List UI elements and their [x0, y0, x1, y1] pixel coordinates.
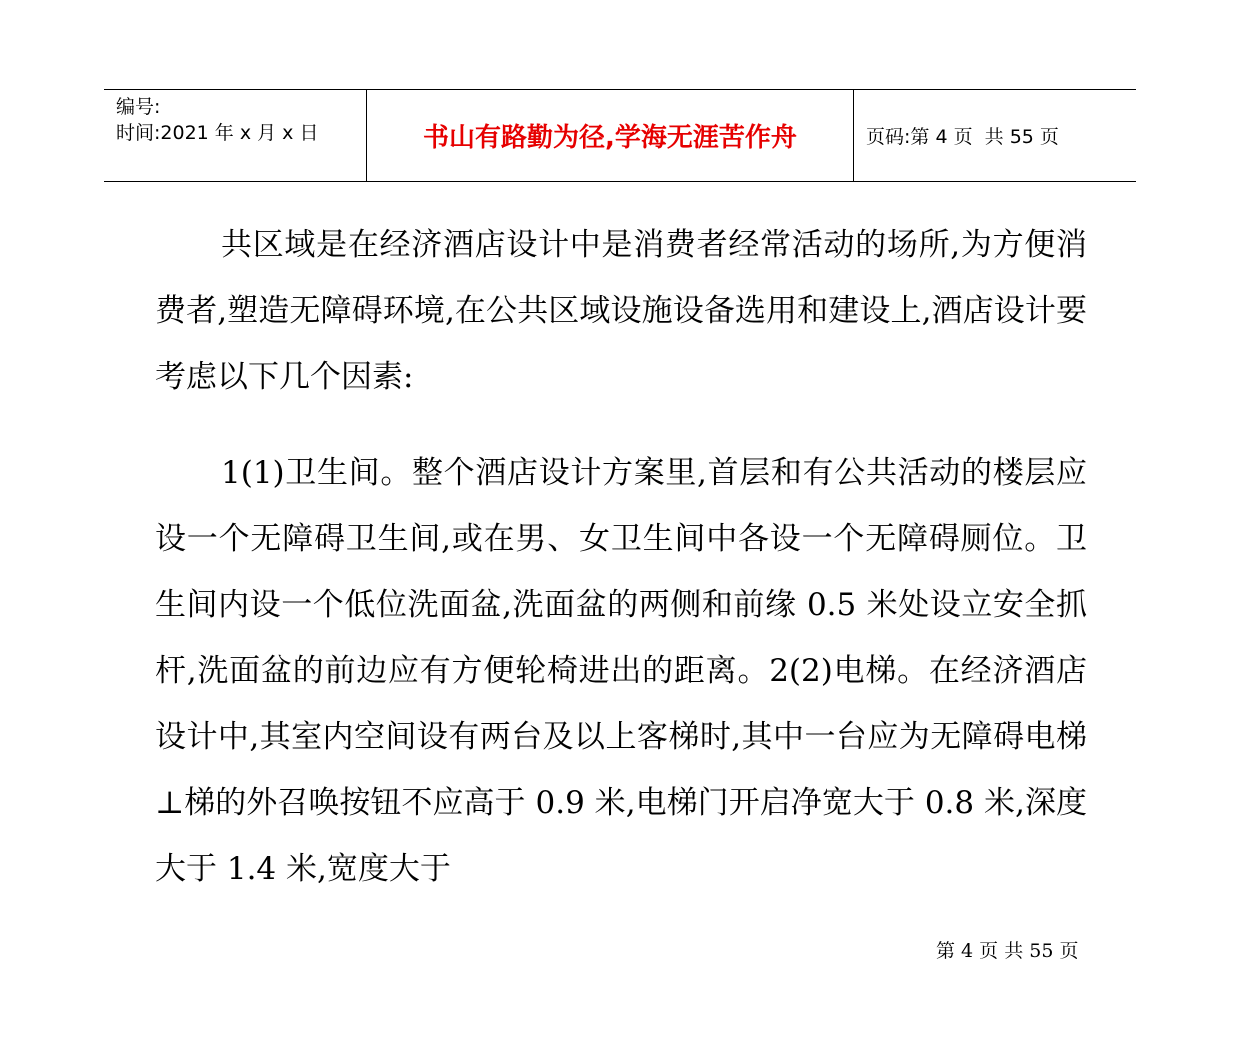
body-paragraph-2: 1(1)卫生间。整个酒店设计方案里,首层和有公共活动的楼层应设一个无障碍卫生间,或在男、女卫生间中各设一个无障碍厕位。卫生间内设一个低位洗面盆,洗面盆的两侧和前缘 0.5 米处设立安全抓杆,洗面盆的前边应有方便轮椅进出的距离。2(2)电梯。在经济酒店设计中,其室内空间设有两台及以上客梯时,其中一台应为无障碍电梯⊥梯的外召唤按钮不应高于 0.9 米,电梯门开启净宽大于 0.8 米,深度大于 1.4 米,宽度大于 [155, 455, 1087, 887]
body-paragraph-1: 共区域是在经济酒店设计中是消费者经常活动的场所,为方便消费者,塑造无障碍环境,在公共区域设施设备选用和建设上,酒店设计要考虑以下几个因素: [155, 227, 1087, 395]
document-number-label: 编号: [116, 96, 161, 118]
document-time-label: 时间:2021 年 x 月 x 日 [116, 122, 319, 144]
header-motto: 书山有路勤为径,学海无涯苦作舟 [367, 90, 854, 181]
header-meta [104, 90, 367, 181]
page-footer: 第 4 页 共 55 页 [936, 940, 1079, 962]
page-header [104, 89, 1136, 182]
header-page-info: 页码:第 4 页 共 55 页 [866, 126, 1059, 148]
